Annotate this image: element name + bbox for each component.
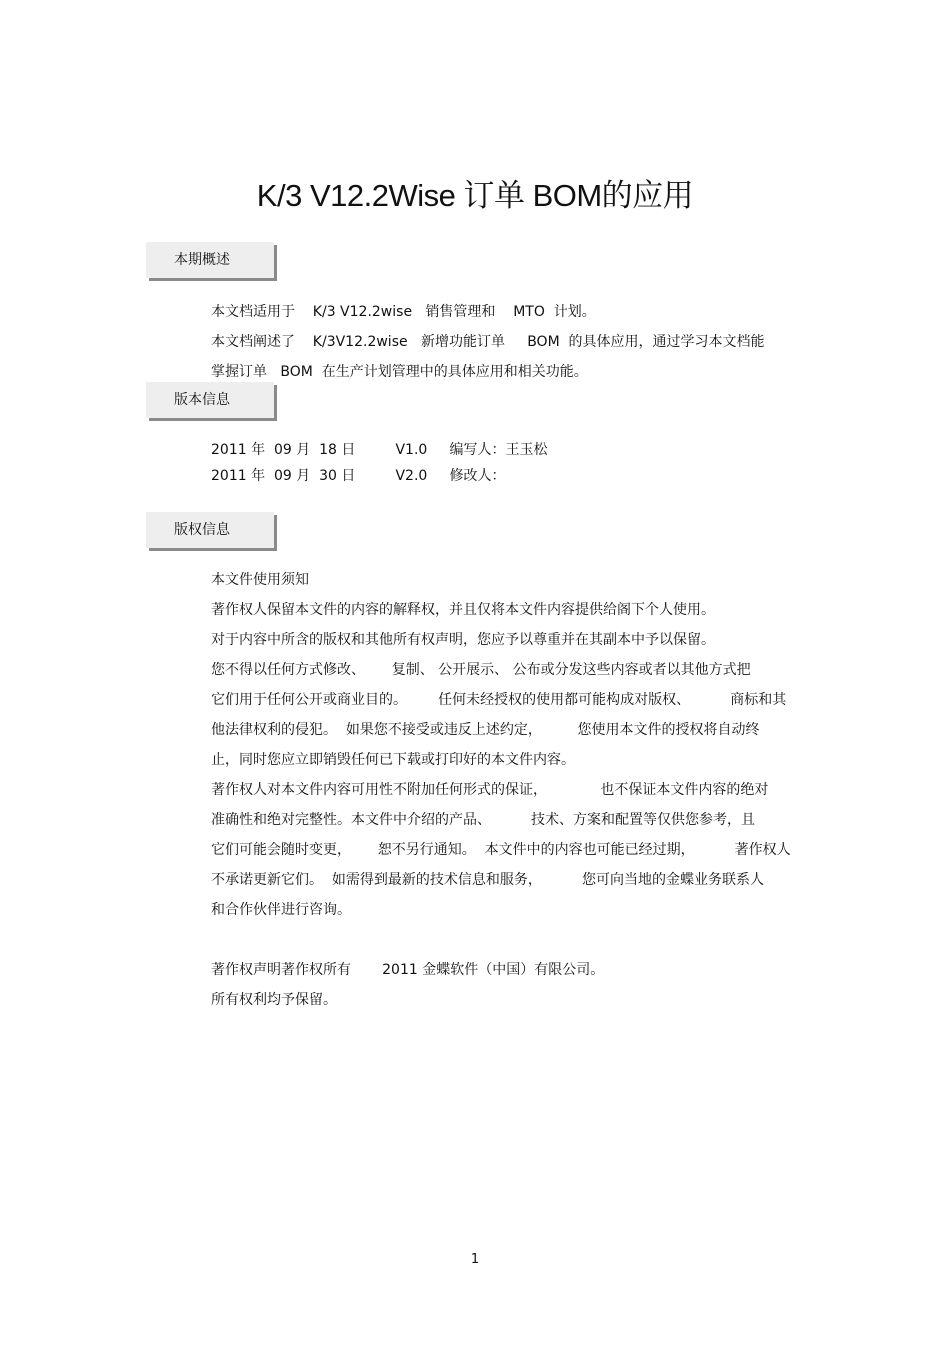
paragraph-line: 他法律权利的侵犯。 如果您不接受或违反上述约定， 您使用本文件的授权将自动终 — [211, 722, 760, 738]
paragraph-line: 著作权人对本文件内容可用性不附加任何形式的保证， 也不保证本文件内容的绝对 — [211, 782, 769, 798]
paragraph-line: 不承诺更新它们。 如需得到最新的技术信息和服务， 您可向当地的金蝶业务联系人 — [211, 872, 764, 888]
paragraph-line: 您不得以任何方式修改、 复制、 公开展示、 公布或分发这些内容或者以其他方式把 — [211, 662, 751, 678]
overview-text — [211, 297, 811, 387]
section-label-version: 版本信息 — [146, 382, 274, 418]
version-entry: 2011 年 09 月 30 日 V2.0 修改人： — [211, 468, 506, 484]
version-history — [211, 437, 811, 489]
paragraph-line: 准确性和绝对完整性。本文件中介绍的产品、 技术、方案和配置等仅供您参考，且 — [211, 812, 756, 828]
document-title: K/3 V12.2Wise 订单 BOM的应用 — [256, 178, 694, 213]
section-label-overview: 本期概述 — [146, 242, 274, 278]
copyright-notice-line: 所有权利均予保留。 — [211, 992, 337, 1008]
paragraph-line: 它们用于任何公开或商业目的。 任何未经授权的使用都可能构成对版权、 商标和其 — [211, 692, 787, 708]
paragraph-line: 和合作伙伴进行咨询。 — [211, 902, 351, 918]
copyright-notice-line: 著作权声明著作权所有 2011 金蝶软件（中国）有限公司。 — [211, 962, 605, 978]
paragraph-line: 本文件使用须知 — [211, 572, 309, 588]
paragraph-line: 本文档适用于 K/3 V12.2wise 销售管理和 MTO 计划。 — [211, 304, 596, 320]
paragraph-line: 对于内容中所含的版权和其他所有权声明，您应予以尊重并在其副本中予以保留。 — [211, 632, 715, 648]
paragraph-line: 本文档阐述了 K/3V12.2wise 新增功能订单 BOM 的具体应用，通过学习本文档能 — [211, 334, 765, 350]
page-number: 1 — [470, 1252, 480, 1267]
paragraph-line: 著作权人保留本文件的内容的解释权，并且仅将本文件内容提供给阁下个人使用。 — [211, 602, 715, 618]
paragraph-spacer — [211, 925, 811, 955]
paragraph-line: 它们可能会随时变更， 恕不另行通知。 本文件中的内容也可能已经过期， 著作权人 — [211, 842, 791, 858]
section-label-copyright: 版权信息 — [146, 512, 274, 548]
version-entry: 2011 年 09 月 18 日 V1.0 编写人：王玉松 — [211, 442, 548, 458]
copyright-text — [211, 565, 811, 1015]
paragraph-line: 掌握订单 BOM 在生产计划管理中的具体应用和相关功能。 — [211, 364, 588, 380]
paragraph-line: 止，同时您应立即销毁任何已下载或打印好的本文件内容。 — [211, 752, 575, 768]
